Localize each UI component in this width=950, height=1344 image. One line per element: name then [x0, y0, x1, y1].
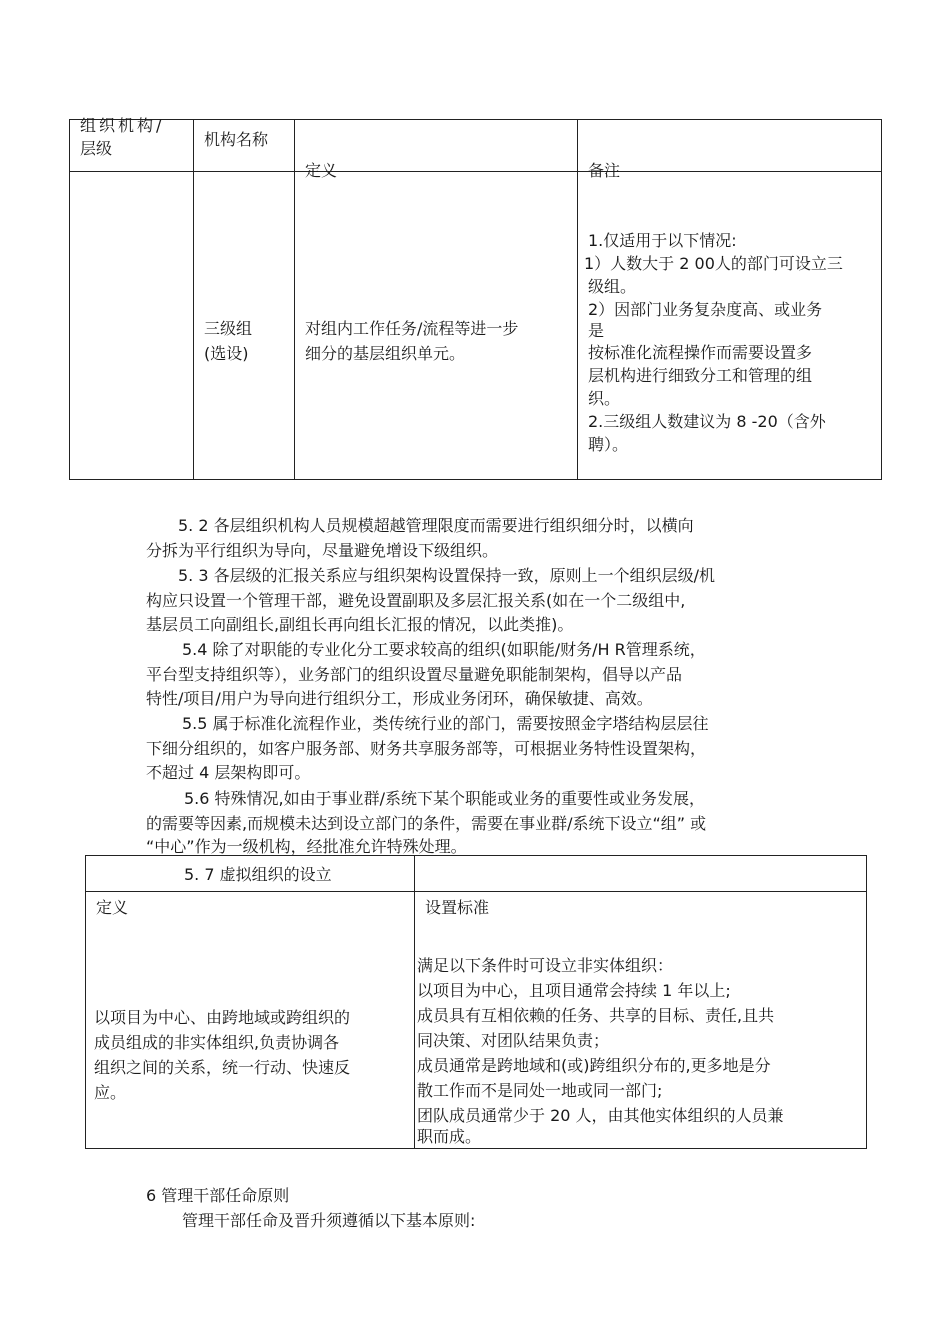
- header-org-name: [194, 120, 295, 172]
- virtual-definition-line: 应。: [94, 1083, 127, 1102]
- remark-line: 级组。: [588, 277, 637, 296]
- virtual-org-title-cell: [86, 856, 415, 892]
- header-remark: [578, 120, 882, 180]
- virtual-org-table: [85, 855, 867, 1149]
- paragraph-line: 5.5 属于标准化流程作业，类传统行业的部门，需要按照金字塔结构层层往: [182, 714, 709, 733]
- criteria-line: 同决策、对团队结果负责；: [417, 1031, 610, 1050]
- virtual-org-criteria-cell: [415, 892, 867, 1149]
- virtual-org-criteria-header: 设置标准: [425, 898, 490, 917]
- paragraph-5-5: [146, 712, 846, 786]
- paragraph-line: 平台型支持组织等），业务部门的组织设置尽量避免职能制架构，倡导以产品: [146, 664, 683, 684]
- cell-remark: [578, 172, 882, 480]
- section-6-heading-text: 6 管理干部任命原则: [146, 1186, 290, 1205]
- header-definition: [295, 120, 578, 180]
- paragraph-line: 不超过 4 层架构即可。: [146, 763, 311, 782]
- remark-line: 织。: [588, 389, 621, 408]
- paragraph-line: 5. 2 各层组织机构人员规模超越管理限度而需要进行组织细分时，以横向: [178, 516, 694, 535]
- org-name-line: 三级组: [204, 319, 253, 338]
- criteria-line: 成员通常是跨地域和(或)跨组织分布的,更多地是分: [417, 1056, 771, 1075]
- definition-line: 细分的基层组织单元。: [305, 344, 466, 363]
- criteria-line: 满足以下条件时可设立非实体组织：: [417, 956, 674, 975]
- paragraph-line: “中心”作为一级机构，经批准允许特殊处理。: [146, 837, 467, 856]
- criteria-line: 团队成员通常少于 20 人，由其他实体组织的人员兼: [417, 1106, 784, 1125]
- paragraph-line: 5.4 除了对职能的专业化分工要求较高的组织(如职能/财务/H R管理系统，: [182, 640, 706, 659]
- remark-line: 聘）。: [588, 435, 629, 454]
- header-remark-text: 备注: [588, 161, 621, 180]
- org-level-table: [69, 116, 882, 480]
- paragraph-line: 下细分组织的，如客户服务部、财务共享服务部等，可根据业务特性设置架构，: [146, 738, 707, 758]
- paragraph-line: 构应只设置一个管理干部，避免设置副职及多层汇报关系(如在一个二级组中,: [146, 590, 686, 610]
- header-definition-text: 定义: [305, 161, 338, 180]
- virtual-org-definition-cell: [86, 892, 415, 1149]
- cell-empty: [70, 172, 194, 480]
- paragraph-line: 基层员工向副组长,副组长再向组长汇报的情况，以此类推)。: [146, 615, 574, 634]
- virtual-org-definition-header: 定义: [96, 898, 129, 917]
- virtual-org-title: 5. 7 虚拟组织的设立: [184, 865, 332, 884]
- remark-line: 是: [588, 321, 605, 340]
- paragraph-5-4: [146, 638, 846, 712]
- header-org-name-text: 机构名称: [204, 130, 269, 149]
- org-name-line: (选设): [204, 344, 249, 363]
- cell-definition: [295, 172, 578, 480]
- remark-line: 1.仅适用于以下情况:: [588, 231, 737, 250]
- remark-line: 2）因部门业务复杂度高、或业务: [588, 300, 823, 319]
- paragraph-5-3: [146, 564, 846, 638]
- virtual-definition-line: 成员组成的非实体组织,负责协调各: [94, 1033, 340, 1052]
- paragraph-line: 5. 3 各层级的汇报关系应与组织架构设置保持一致，原则上一个组织层级/机: [178, 566, 716, 585]
- cell-org-name: [194, 172, 295, 480]
- section-6-heading: [146, 1184, 289, 1207]
- section-6-intro: [182, 1209, 475, 1232]
- header-org-level: [70, 116, 194, 172]
- header-org-level-line: 组织机构/: [80, 116, 165, 135]
- remark-line: 2.三级组人数建议为 8 -20（含外: [588, 412, 826, 431]
- criteria-line: 散工作而不是同处一地或同一部门;: [417, 1081, 663, 1100]
- virtual-org-title-empty: [415, 856, 867, 892]
- paragraph-line: 特性/项目/用户为导向进行组织分工，形成业务闭环，确保敏捷、高效。: [146, 689, 653, 708]
- paragraph-5-2: [146, 514, 846, 563]
- definition-line: 对组内工作任务/流程等进一步: [305, 319, 519, 338]
- paragraph-line: 5.6 特殊情况,如由于事业群/系统下某个职能或业务的重要性或业务发展，: [184, 789, 706, 808]
- criteria-line: 成员具有互相依赖的任务、共享的目标、责任,且共: [417, 1006, 775, 1025]
- paragraph-line: 分拆为平行组织为导向，尽量避免增设下级组织。: [146, 540, 499, 560]
- criteria-line: 以项目为中心，且项目通常会持续 1 年以上;: [417, 981, 731, 1000]
- remark-line: 层机构进行细致分工和管理的组: [588, 366, 813, 385]
- virtual-definition-line: 以项目为中心、由跨地域或跨组织的: [94, 1008, 351, 1027]
- section-6-intro-text: 管理干部任命及晋升须遵循以下基本原则:: [182, 1211, 476, 1230]
- criteria-line: 职而成。: [417, 1127, 482, 1146]
- paragraph-5-6: [146, 787, 846, 858]
- paragraph-line: 的需要等因素,而规模未达到设立部门的条件，需要在事业群/系统下设立“组” 或: [146, 813, 707, 833]
- remark-line: 1）人数大于 2 00人的部门可设立三: [584, 254, 843, 273]
- remark-line: 按标准化流程操作而需要设置多: [588, 343, 813, 362]
- virtual-definition-line: 组织之间的关系，统一行动、快速反: [94, 1058, 351, 1077]
- header-org-level-line: 层级: [80, 139, 113, 158]
